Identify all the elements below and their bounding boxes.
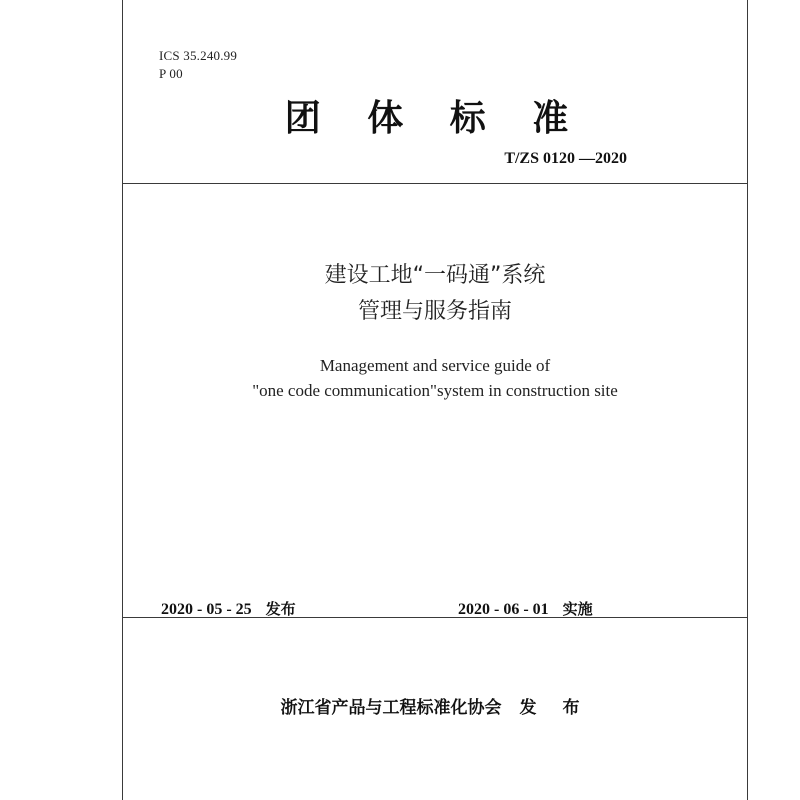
publish-label: 发 布 xyxy=(519,698,590,718)
issue-date-block xyxy=(161,598,296,619)
implement-date: 2020 - 06 - 01 xyxy=(458,601,549,618)
implement-label: 实施 xyxy=(562,600,593,618)
issue-date: 2020 - 05 - 25 xyxy=(161,601,252,618)
publisher-name: 浙江省产品与工程标准化协会 xyxy=(280,698,502,718)
standard-category-title: 团 体 标 准 xyxy=(284,98,586,139)
english-title-line-1: Management and service guide of xyxy=(319,356,551,375)
top-divider xyxy=(123,183,747,184)
standard-number: T/ZS 0120 —2020 xyxy=(504,150,627,167)
p-code: P 00 xyxy=(159,66,183,81)
issue-label: 发布 xyxy=(265,600,296,618)
bottom-divider xyxy=(123,617,747,618)
standard-cover-page xyxy=(122,0,748,800)
ics-code: ICS 35.240.99 xyxy=(159,48,238,63)
publisher-block xyxy=(123,693,747,718)
chinese-title-line-2: 管理与服务指南 xyxy=(357,299,512,324)
implement-date-block xyxy=(458,598,593,619)
chinese-title-line-1: 建设工地“一码通”系统 xyxy=(324,263,546,288)
english-title-line-2: "one code communication"system in construction site xyxy=(252,381,618,400)
